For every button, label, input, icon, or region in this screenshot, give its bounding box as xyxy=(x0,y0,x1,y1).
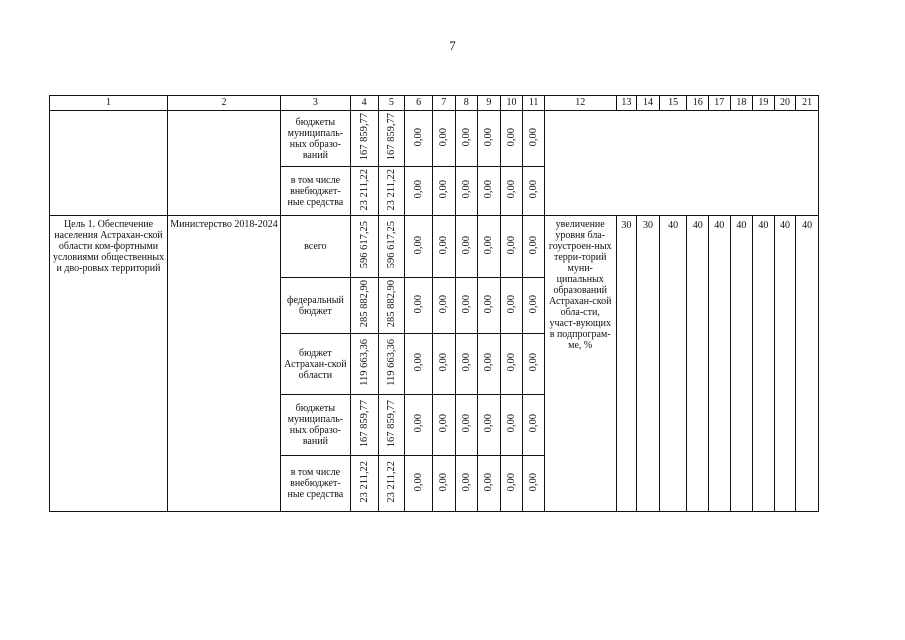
value-cell: 0,00 xyxy=(478,456,501,512)
value-cell: 0,00 xyxy=(405,456,433,512)
value-cell: 0,00 xyxy=(405,111,433,167)
value-cell: 0,00 xyxy=(405,216,433,278)
value-cell: 0,00 xyxy=(478,216,501,278)
value-cell: 0,00 xyxy=(405,167,433,216)
column-header: 16 xyxy=(687,96,709,111)
value-cell: 0,00 xyxy=(432,456,455,512)
table-row xyxy=(50,111,819,167)
page-number: 7 xyxy=(449,38,456,53)
column-header: 5 xyxy=(378,96,405,111)
column-header: 20 xyxy=(774,96,796,111)
value-cell: 0,00 xyxy=(478,334,501,395)
column-header: 7 xyxy=(432,96,455,111)
value-cell: 0,00 xyxy=(455,456,478,512)
value-cell: 0,00 xyxy=(455,111,478,167)
value-cell: 0,00 xyxy=(432,111,455,167)
value-cell: 596 617,25 xyxy=(350,216,378,278)
value-cell: 0,00 xyxy=(455,278,478,334)
value-cell: 0,00 xyxy=(500,167,523,216)
empty-cell xyxy=(168,111,281,216)
indicator-value: 40 xyxy=(796,216,819,512)
value-cell: 119 663,36 xyxy=(350,334,378,395)
value-cell: 0,00 xyxy=(432,334,455,395)
value-cell: 0,00 xyxy=(500,278,523,334)
goal-executor: Министерство 2018-2024 xyxy=(168,216,281,512)
value-cell: 0,00 xyxy=(432,167,455,216)
column-header: 15 xyxy=(659,96,687,111)
value-cell: 285 882,90 xyxy=(350,278,378,334)
value-cell: 285 882,90 xyxy=(378,278,405,334)
column-header: 9 xyxy=(478,96,501,111)
value-cell: 23 211,22 xyxy=(350,167,378,216)
value-cell: 0,00 xyxy=(523,167,545,216)
value-cell: 0,00 xyxy=(432,216,455,278)
indicator-value: 40 xyxy=(687,216,709,512)
column-header: 13 xyxy=(616,96,637,111)
column-header: 1 xyxy=(50,96,168,111)
column-header: 10 xyxy=(500,96,523,111)
column-header: 12 xyxy=(544,96,616,111)
indicator-value: 40 xyxy=(709,216,731,512)
column-number-row xyxy=(50,96,819,111)
value-cell: 0,00 xyxy=(405,334,433,395)
indicator-value: 40 xyxy=(753,216,775,512)
value-cell: 0,00 xyxy=(500,334,523,395)
column-header: 2 xyxy=(168,96,281,111)
value-cell: 0,00 xyxy=(523,111,545,167)
indicator-name: увеличение уровня бла-гоустроен-ных терри-торий муни-ципальных образований Астрахан-ской обла-сти, участ-вующих в подпрограм-ме, % xyxy=(544,216,616,512)
value-cell: 0,00 xyxy=(455,167,478,216)
goal-name: Цель 1. Обеспечение населения Астрахан-ской области ком-фортными условиями общественных и дво-ровых территорий xyxy=(50,216,168,512)
value-cell: 0,00 xyxy=(523,216,545,278)
column-header: 19 xyxy=(753,96,775,111)
value-cell: 0,00 xyxy=(405,278,433,334)
value-cell: 167 859,77 xyxy=(350,395,378,456)
value-cell: 0,00 xyxy=(432,395,455,456)
value-cell: 0,00 xyxy=(478,111,501,167)
funding-source-label: федеральный бюджет xyxy=(280,278,350,334)
column-header: 14 xyxy=(637,96,660,111)
column-header: 21 xyxy=(796,96,819,111)
funding-source-label: бюджеты муниципаль-ных образо-ваний xyxy=(280,395,350,456)
value-cell: 0,00 xyxy=(500,216,523,278)
value-cell: 0,00 xyxy=(500,456,523,512)
value-cell: 119 663,36 xyxy=(378,334,405,395)
value-cell: 0,00 xyxy=(523,395,545,456)
column-header: 6 xyxy=(405,96,433,111)
value-cell: 167 859,77 xyxy=(378,395,405,456)
indicator-value: 30 xyxy=(637,216,660,512)
value-cell: 596 617,25 xyxy=(378,216,405,278)
funding-source-label: бюджет Астрахан-ской области xyxy=(280,334,350,395)
value-cell: 0,00 xyxy=(500,111,523,167)
indicator-value: 40 xyxy=(659,216,687,512)
value-cell: 0,00 xyxy=(455,395,478,456)
table-row xyxy=(50,216,819,278)
value-cell: 0,00 xyxy=(455,216,478,278)
value-cell: 0,00 xyxy=(500,395,523,456)
indicator-value: 30 xyxy=(616,216,637,512)
column-header: 4 xyxy=(350,96,378,111)
column-header: 17 xyxy=(709,96,731,111)
budget-table xyxy=(49,95,819,512)
value-cell: 0,00 xyxy=(478,167,501,216)
column-header: 18 xyxy=(730,96,753,111)
value-cell: 0,00 xyxy=(523,334,545,395)
value-cell: 0,00 xyxy=(432,278,455,334)
value-cell: 23 211,22 xyxy=(350,456,378,512)
value-cell: 0,00 xyxy=(405,395,433,456)
column-header: 11 xyxy=(523,96,545,111)
funding-source-label: всего xyxy=(280,216,350,278)
column-header: 3 xyxy=(280,96,350,111)
value-cell: 23 211,22 xyxy=(378,167,405,216)
value-cell: 0,00 xyxy=(523,456,545,512)
value-cell: 0,00 xyxy=(478,395,501,456)
value-cell: 23 211,22 xyxy=(378,456,405,512)
column-header: 8 xyxy=(455,96,478,111)
empty-cell xyxy=(50,111,168,216)
value-cell: 167 859,77 xyxy=(378,111,405,167)
value-cell: 167 859,77 xyxy=(350,111,378,167)
value-cell: 0,00 xyxy=(523,278,545,334)
funding-source-label: бюджеты муниципаль-ных образо-ваний xyxy=(280,111,350,167)
value-cell: 0,00 xyxy=(478,278,501,334)
empty-cell xyxy=(544,111,818,216)
funding-source-label: в том числе внебюджет-ные средства xyxy=(280,167,350,216)
indicator-value: 40 xyxy=(730,216,753,512)
value-cell: 0,00 xyxy=(455,334,478,395)
indicator-value: 40 xyxy=(774,216,796,512)
funding-source-label: в том числе внебюджет-ные средства xyxy=(280,456,350,512)
